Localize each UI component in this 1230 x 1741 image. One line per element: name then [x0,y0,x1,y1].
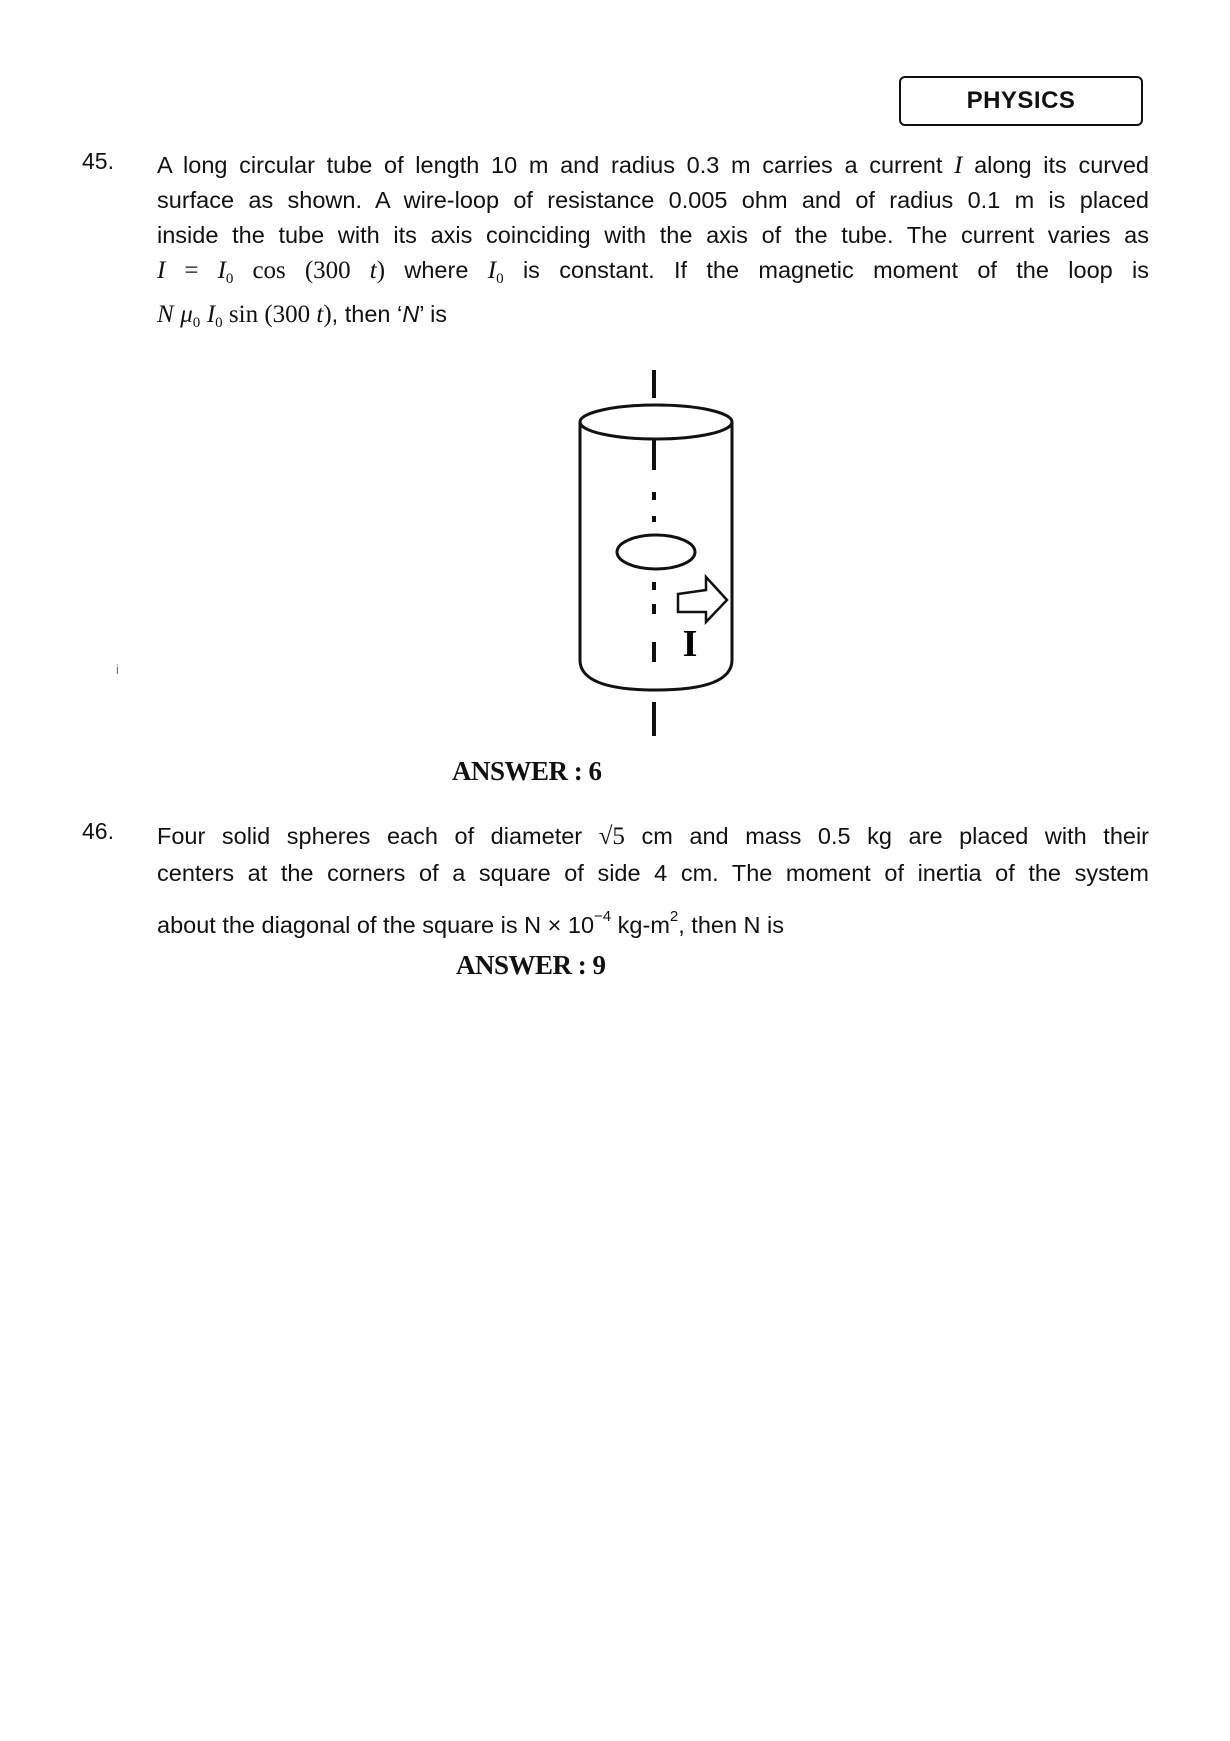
wire-loop [617,535,695,569]
question-text-46 [157,818,1149,944]
q45-line-4: $I = I_0$ cos (300 t) where $I_0$ is constant. If the magnetic moment of the loop is [157,257,1150,287]
question-text-45 [157,148,1149,341]
question-number-45: 45. [82,148,114,174]
current-label: I [682,623,698,665]
q45-line-1: A long circular tube of length 10 m and radius 0.3 m carries a current I along its curved [157,152,1149,179]
q45-line-3: inside the tube with its axis coinciding with the axis of the tube. The current varies as [157,222,1149,248]
question-number-46: 46. [82,818,114,844]
q45-line-2: surface as shown. A wire-loop of resistance 0.005 ohm and of radius 0.1 m is placed [157,187,1149,213]
q46-line-3: about the diagonal of the square is $N \times 10^{-4}$ $kg-m^2$, then N is [157,908,785,938]
margin-mark: i [116,662,119,677]
i-zero: $I_0$ [487,257,504,287]
subject-label: PHYSICS [966,87,1076,114]
current-arrow-icon [678,577,727,622]
q45-line-5: N $\mu_0$ $I_0$ sin (300 t), then ‘N’ is [157,301,448,331]
answer-46: ANSWER : 9 [456,950,606,980]
answer-45: ANSWER : 6 [452,756,602,786]
subject-badge [899,76,1143,126]
sqrt-five: √5 [598,823,625,850]
moment-expression: N $\mu_0$ $I_0$ sin (300 t) [157,301,332,331]
tube-figure [560,360,740,740]
q46-line-2: centers at the corners of a square of side 4 cm. The moment of inertia of the system [157,860,1150,886]
q46-line-1: Four solid spheres each of diameter √5 cm and mass 0.5 kg are placed with their [157,823,1150,850]
current-equation: $I = I_0$ cos (300 t) [157,257,386,287]
